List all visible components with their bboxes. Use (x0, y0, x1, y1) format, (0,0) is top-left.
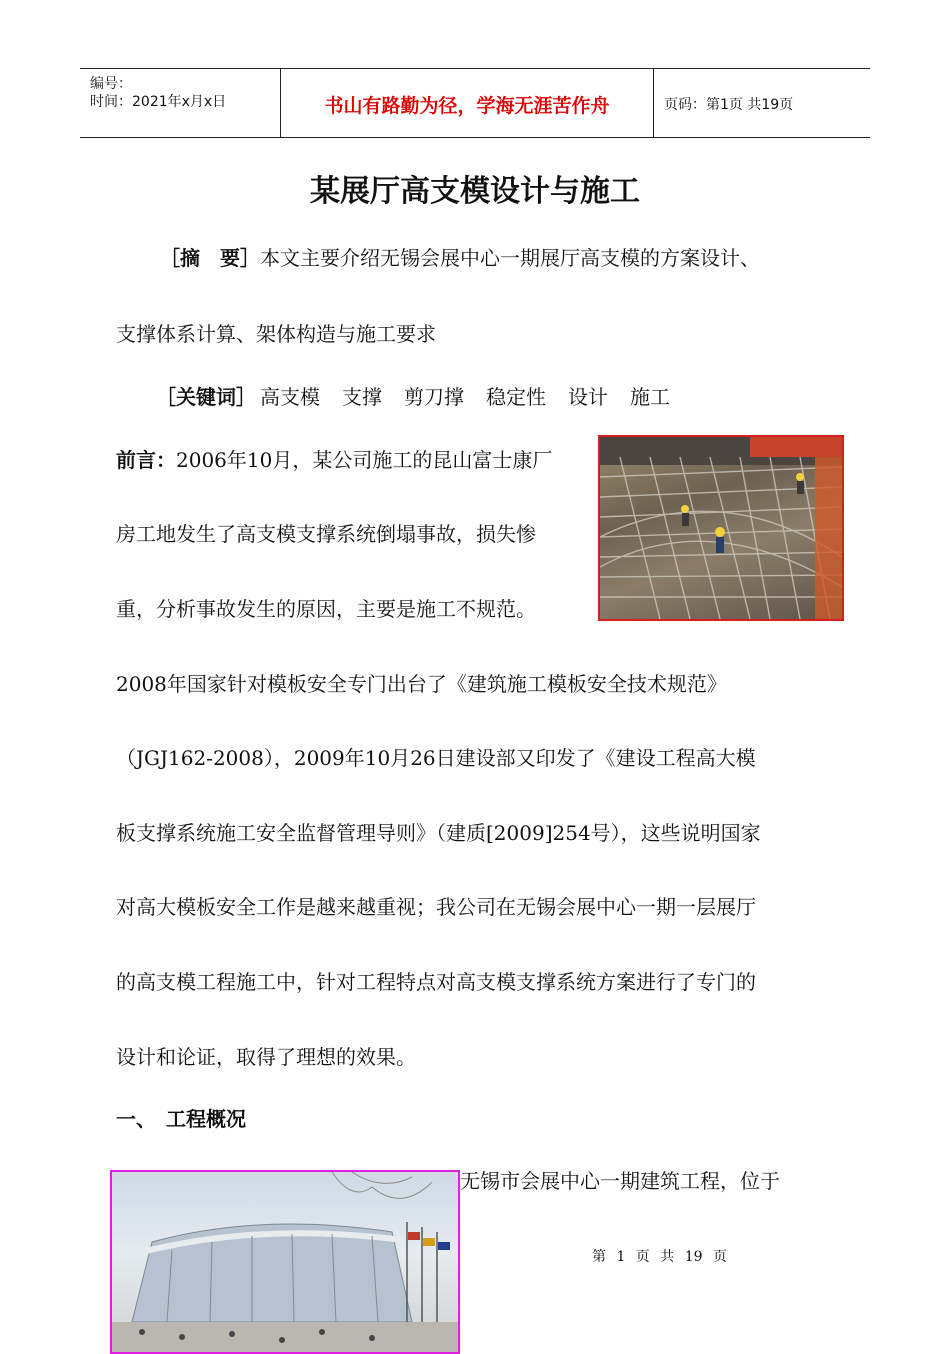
section-text-1: 无锡市会展中心一期建筑工程，位于 (460, 1169, 780, 1193)
preface-line-5: （JGJ162-2008），2009年10月26日建设部又印发了《建设工程高大模 (116, 746, 756, 770)
header-page-info: 页码：第1页 共19页 (664, 97, 794, 113)
keyword-item: 剪刀撑 (404, 385, 464, 409)
document-title: 某展厅高支模设计与施工 (310, 174, 640, 209)
keywords-tag: ［关键词］ (156, 385, 256, 409)
keywords-line (156, 381, 692, 410)
keyword-item: 施工 (630, 385, 670, 409)
preface-line-4: 2008年国家针对模板安全专门出台了《建筑施工模板安全技术规范》 (116, 672, 727, 696)
header-page-cell (654, 69, 870, 137)
header-motto: 书山有路勤为径，学海无涯苦作舟 (324, 95, 610, 117)
header-left-cell (80, 69, 281, 137)
document-number-label: 编号： (90, 76, 132, 92)
preface-line-9: 设计和论证，取得了理想的效果。 (116, 1045, 416, 1069)
preface-line-2: 房工地发生了高支模支撑系统倒塌事故，损失惨 (116, 522, 536, 546)
keyword-item: 高支模 (260, 385, 320, 409)
preface-line-6: 板支撑系统施工安全监督管理导则》（建质[2009]254号），这些说明国家 (116, 821, 761, 845)
abstract-text-1: 本文主要介绍无锡会展中心一期展厅高支模的方案设计、 (260, 246, 760, 270)
keyword-item: 设计 (568, 385, 608, 409)
keyword-item: 稳定性 (486, 385, 546, 409)
preface-text-1: 2006年10月，某公司施工的昆山富士康厂 (176, 448, 553, 472)
preface-line-3: 重，分析事故发生的原因，主要是施工不规范。 (116, 597, 536, 621)
preface-line-1 (116, 444, 552, 473)
preface-line-7: 对高大模板安全工作是越来越重视；我公司在无锡会展中心一期一层展厅 (116, 895, 756, 919)
exhibition-center-illustration (112, 1172, 458, 1352)
abstract-tag: ［摘 要］ (160, 246, 260, 270)
collapse-photo-illustration (600, 437, 842, 619)
collapse-photo (598, 435, 844, 621)
preface-line-8: 的高支模工程施工中，针对工程特点对高支模支撑系统方案进行了专门的 (116, 970, 756, 994)
abstract-line-2: 支撑体系计算、架体构造与施工要求 (116, 322, 436, 346)
abstract-line-1 (160, 242, 760, 271)
preface-tag: 前言： (116, 448, 176, 472)
document-header (80, 68, 870, 138)
exhibition-center-photo (110, 1170, 460, 1354)
page-footer: 第 1 页 共 19 页 (592, 1249, 727, 1265)
header-motto-cell (281, 69, 654, 137)
keyword-item: 支撑 (342, 385, 382, 409)
section-heading: 一、 工程概况 (116, 1107, 246, 1131)
document-time-label: 时间：2021年x月x日 (90, 94, 227, 110)
